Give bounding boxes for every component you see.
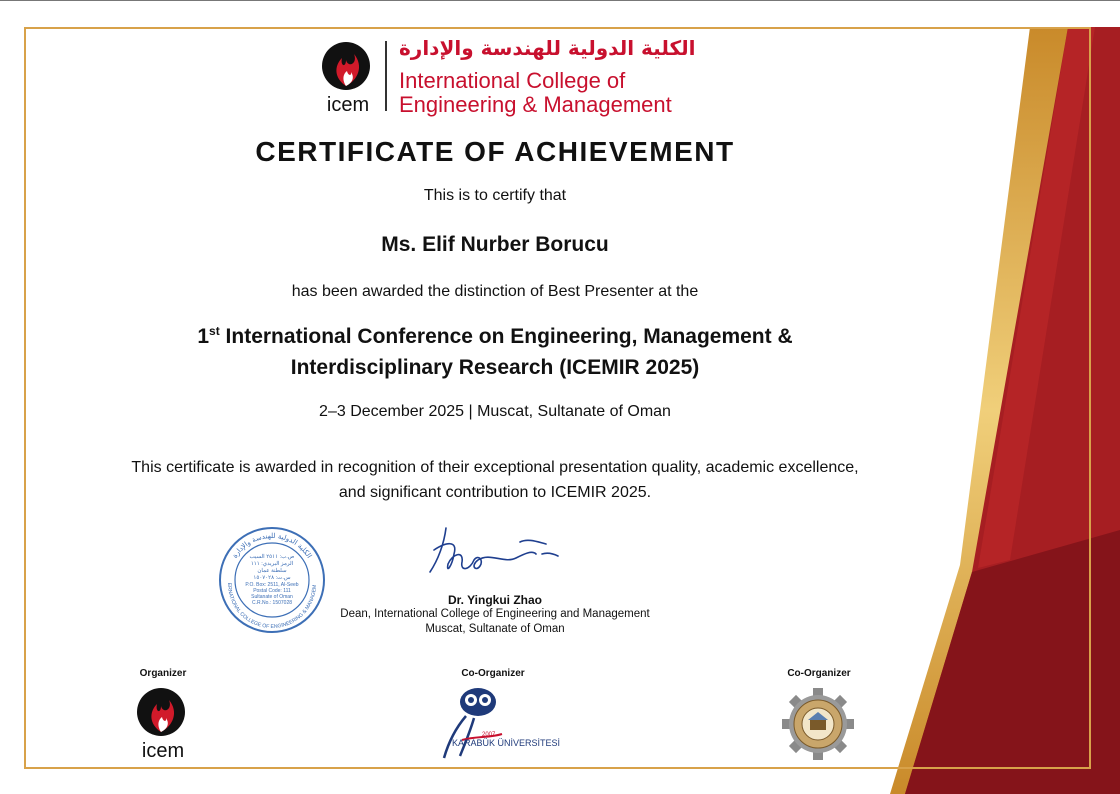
stamp-line: س.ت: ١٥٠٧٠٢٨: [253, 575, 291, 581]
stamp-line: P.O. Box: 2511, Al-Seeb: [245, 582, 299, 588]
karabuk-wordmark: KARABÜK ÜNİVERSİTESİ: [451, 738, 561, 748]
stamp-line: سلطنة عمان: [257, 568, 287, 574]
recognition-line1: This certificate is awarded in recognition of their exceptional presentation quality, academic excellence,: [131, 459, 859, 476]
conference-title-line2: Interdisciplinary Research (ICEMIR 2025): [290, 356, 700, 379]
conference-number: 1: [197, 325, 210, 348]
awarded-line: has been awarded the distinction of Best Presenter at the: [291, 283, 699, 300]
conference-title-line1: [0, 324, 990, 349]
stamp-line: ص.ب: ٢٥١١ السيب: [249, 554, 295, 560]
college-english-name-line1: International College of: [399, 68, 626, 93]
signatory-location: Muscat, Sultanate of Oman: [425, 623, 565, 635]
stamp-line: الرمز البريدي: ١١١: [250, 561, 294, 567]
top-rule: [0, 0, 1120, 1]
icem-flame-logo-icon: [318, 40, 378, 114]
karabuk-year: 2007: [482, 732, 496, 738]
stamp-line: Postal Code: 111: [253, 588, 291, 594]
college-english-name-line2: Engineering & Management: [399, 92, 672, 117]
karabuk-university-logo-icon: [436, 682, 561, 762]
stamp-line: C.R.No.: 1507028: [251, 600, 293, 606]
icem-organizer-wordmark: icem: [141, 740, 185, 762]
conference-ordinal: st: [209, 324, 220, 338]
conference-title-text: International Conference on Engineering, Management &: [219, 325, 793, 348]
dean-signature: [424, 520, 564, 588]
certificate-title: CERTIFICATE OF ACHIEVEMENT: [255, 136, 735, 167]
stamp-arabic-ring: الكلية الدولية للهندسة والإدارة: [230, 531, 314, 560]
signatory-name: Dr. Yingkui Zhao: [447, 593, 542, 607]
co-organizer-label: Co-Organizer: [787, 668, 851, 679]
co-organizer-label: Co-Organizer: [461, 668, 525, 679]
icem-wordmark: icem: [326, 94, 370, 116]
signatory-title: Dean, International College of Engineering and Management: [340, 608, 650, 620]
icem-organizer-logo-icon: [133, 686, 193, 760]
organizer-label: Organizer: [139, 668, 187, 679]
recognition-line2: and significant contribution to ICEMIR 2025.: [338, 484, 652, 501]
stamp-line: Sultanate of Oman: [251, 594, 293, 600]
college-arabic-name: الكلية الدولية للهندسة والإدارة: [399, 36, 696, 60]
certify-line: This is to certify that: [423, 187, 567, 204]
recipient-name: Ms. Elif Nurber Borucu: [381, 233, 609, 256]
stamp-english-ring: ERNATIONAL COLLEGE OF ENGINEERING & MANAGEM: [225, 582, 319, 631]
engineering-gear-logo-icon: [780, 686, 856, 762]
logo-divider: [385, 41, 387, 111]
conference-dates-location: 2–3 December 2025 | Muscat, Sultanate of Oman: [319, 403, 671, 420]
